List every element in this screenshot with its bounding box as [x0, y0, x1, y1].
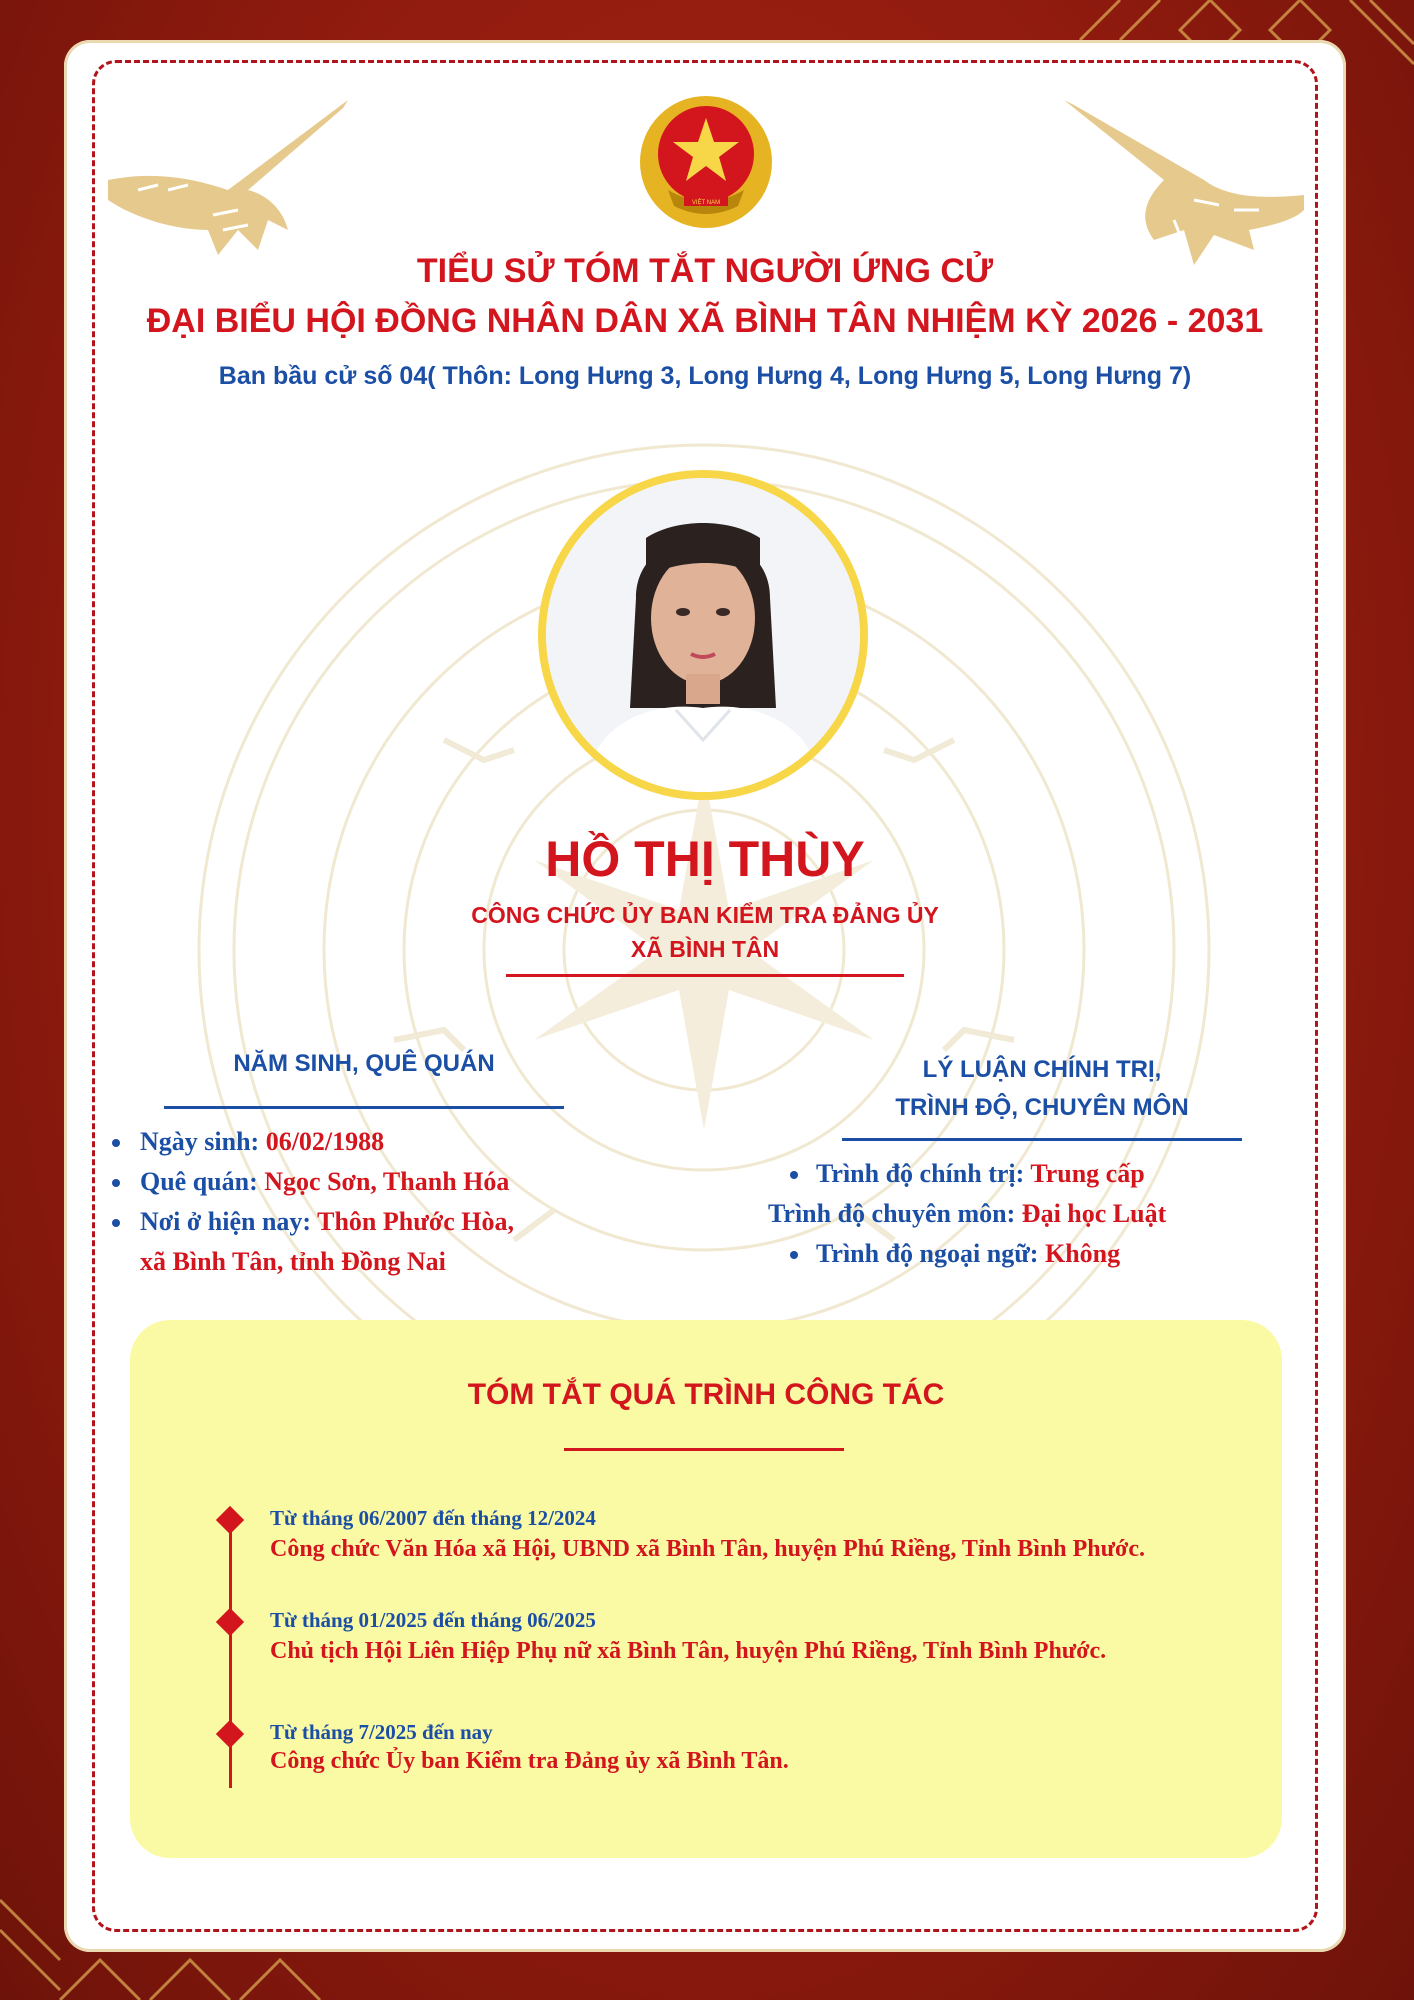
- list-item: Trình độ ngoại ngữ: Không: [768, 1234, 1166, 1274]
- national-emblem-icon: [638, 94, 774, 230]
- bullet-icon: [790, 1251, 798, 1259]
- foreign-language-value: Không: [1044, 1239, 1121, 1268]
- bullet-icon: [790, 1171, 798, 1179]
- list-item: Quê quán: Ngọc Sơn, Thanh Hóa: [140, 1162, 514, 1202]
- residence-value: Thôn Phước Hòa,: [317, 1207, 514, 1236]
- portrait-illustration: [546, 478, 860, 792]
- list-item: Trình độ chính trị: Trung cấp: [768, 1154, 1166, 1194]
- work-history-panel: [130, 1320, 1282, 1858]
- timeline-marker-icon: [216, 1506, 244, 1534]
- bullet-icon: [112, 1139, 120, 1147]
- title-line-1: TIỂU SỬ TÓM TẮT NGƯỜI ỨNG CỬ: [416, 252, 994, 290]
- list-item: Trình độ chuyên môn: Đại học Luật: [768, 1199, 1167, 1228]
- title-line-2: ĐẠI BIỂU HỘI ĐỒNG NHÂN DÂN XÃ BÌNH TÂN NHIỆM KỲ 2026 - 2031: [146, 302, 1264, 340]
- education-info-list: [768, 1154, 1166, 1274]
- stork-ornament-left-icon: [98, 70, 358, 270]
- work-history-title: TÓM TẮT QUÁ TRÌNH CÔNG TÁC: [467, 1378, 945, 1411]
- emblem-text: VIỆT NAM: [691, 200, 721, 206]
- candidate-photo: [546, 478, 860, 792]
- timeline-marker-icon: [216, 1608, 244, 1636]
- work-description: Chủ tịch Hội Liên Hiệp Phụ nữ xã Bình Tân, huyện Phú Riềng, Tỉnh Bình Phước.: [270, 1638, 1107, 1664]
- birth-section-heading: NĂM SINH, QUÊ QUÁN: [233, 1050, 495, 1077]
- birth-info-list: [140, 1122, 514, 1282]
- name-divider: [506, 974, 904, 977]
- education-section-heading-1: LÝ LUẬN CHÍNH TRỊ,: [922, 1056, 1162, 1083]
- residence-value-cont: xã Bình Tân, tỉnh Đồng Nai: [140, 1247, 446, 1276]
- birth-section-underline: [164, 1106, 564, 1109]
- timeline-marker-icon: [216, 1720, 244, 1748]
- candidate-role-line-2: XÃ BÌNH TÂN: [630, 936, 780, 962]
- list-item: [140, 1242, 514, 1282]
- work-period: Từ tháng 06/2007 đến tháng 12/2024: [270, 1506, 596, 1530]
- list-item: Nơi ở hiện nay: Thôn Phước Hòa,: [140, 1202, 514, 1242]
- political-level-value: Trung cấp: [1030, 1159, 1145, 1188]
- work-description: Công chức Ủy ban Kiểm tra Đảng ủy xã Bình Tân.: [270, 1748, 789, 1774]
- professional-level-value: Đại học Luật: [1021, 1199, 1167, 1228]
- birth-date-value: 06/02/1988: [265, 1127, 385, 1156]
- work-period: Từ tháng 01/2025 đến tháng 06/2025: [270, 1608, 596, 1632]
- education-section-heading-2: TRÌNH ĐỘ, CHUYÊN MÔN: [895, 1094, 1189, 1121]
- candidate-photo-frame: [538, 470, 868, 800]
- profile-card: [64, 40, 1346, 1952]
- bullet-icon: [112, 1179, 120, 1187]
- bullet-icon: [112, 1219, 120, 1227]
- education-section-underline: [842, 1138, 1242, 1141]
- work-description: Công chức Văn Hóa xã Hội, UBND xã Bình Tân, huyện Phú Riềng, Tỉnh Bình Phước.: [270, 1536, 1145, 1562]
- candidate-role-line-1: CÔNG CHỨC ỦY BAN KIỂM TRA ĐẢNG ỦY: [471, 902, 939, 928]
- work-period: Từ tháng 7/2025 đến nay: [270, 1720, 493, 1744]
- list-item: Ngày sinh: 06/02/1988: [140, 1122, 514, 1162]
- hometown-value: Ngọc Sơn, Thanh Hóa: [264, 1167, 510, 1196]
- candidate-name: HỒ THỊ THÙY: [545, 831, 865, 887]
- work-history-divider: [564, 1448, 844, 1451]
- election-board-subtitle: Ban bầu cử số 04( Thôn: Long Hưng 3, Long Hưng 4, Long Hưng 5, Long Hưng 7): [218, 362, 1192, 390]
